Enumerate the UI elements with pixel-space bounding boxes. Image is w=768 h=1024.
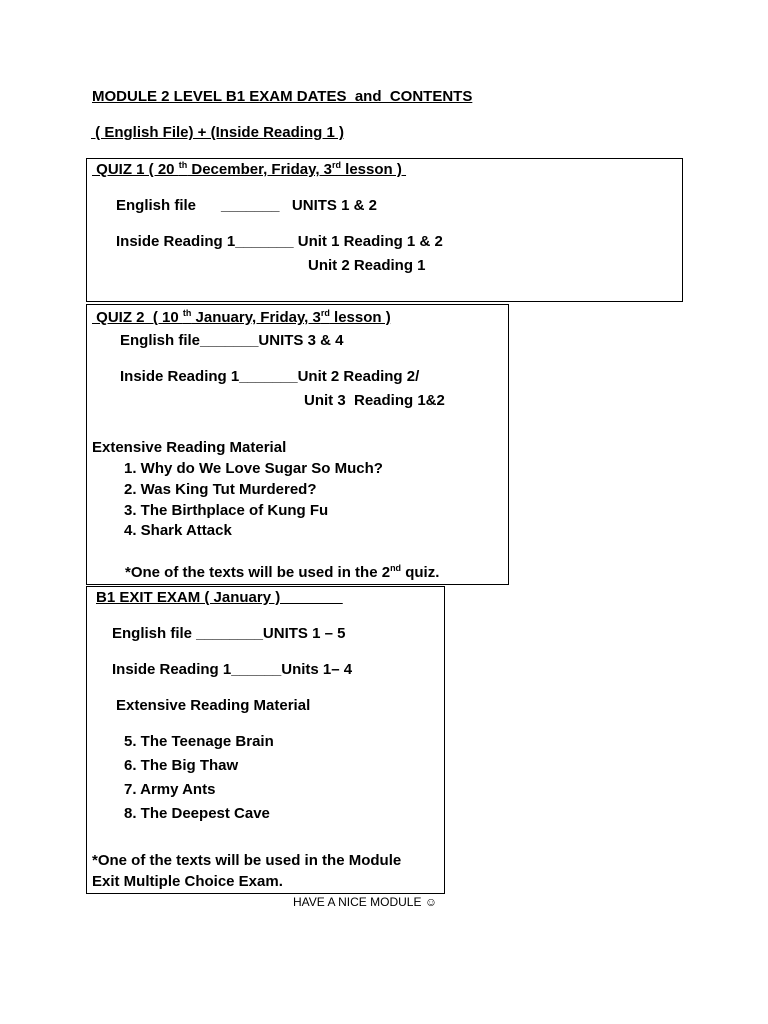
exit-exam-note-line1: *One of the texts will be used in the Module [92,852,402,869]
quiz2-heading: QUIZ 2 ( 10 $^{th}$ January, Friday, 3rd lesson ) [92,308,391,326]
exit-exam-heading: B1 EXIT EXAM ( January ) [96,589,343,606]
quiz1-heading: QUIZ 1 ( 20 $^{th}$ December, Friday, 3rd lesson ) [92,160,407,178]
list-item: 7. Army Ants [124,781,216,798]
page-subtitle: ( English File) + (Inside Reading 1 ) [91,124,344,141]
list-item: 6. The Big Thaw [124,757,239,774]
quiz2-note: *One of the texts will be used in the 2nd quiz. [125,563,440,581]
quiz1-inside-reading-2: Unit 2 Reading 1 [308,257,426,274]
list-item: 5. The Teenage Brain [124,733,274,750]
exit-exam-note-line2: Exit Multiple Choice Exam. [92,873,283,890]
quiz1-english-file: English file _______ UNITS 1 & 2 [116,197,377,214]
quiz2-english-file: English file_______UNITS 3 & 4 [120,332,344,349]
exit-exam-inside-reading: Inside Reading 1______Units 1– 4 [112,661,353,678]
quiz1-inside-reading: Inside Reading 1_______ Unit 1 Reading 1 & 2 [116,233,443,250]
quiz1-box [86,158,683,302]
smiley-icon: ☺ [424,895,438,909]
list-item: 1. Why do We Love Sugar So Much? [124,460,383,477]
quiz2-extensive-title: Extensive Reading Material [92,439,287,456]
list-item: 4. Shark Attack [124,522,232,539]
quiz2-inside-reading: Inside Reading 1_______Unit 2 Reading 2/ [120,368,420,385]
list-item: 2. Was King Tut Murdered? [124,481,317,498]
list-item: 8. The Deepest Cave [124,805,270,822]
list-item: 3. The Birthplace of Kung Fu [124,502,329,519]
page-title: MODULE 2 LEVEL B1 EXAM DATES and CONTENTS [92,88,473,105]
footer-text: HAVE A NICE MODULE ☺ [293,895,438,909]
exit-exam-english-file: English file ________UNITS 1 – 5 [112,625,346,642]
quiz2-inside-reading-2: Unit 3 Reading 1&2 [304,392,445,409]
exit-exam-extensive-title: Extensive Reading Material [116,697,311,714]
